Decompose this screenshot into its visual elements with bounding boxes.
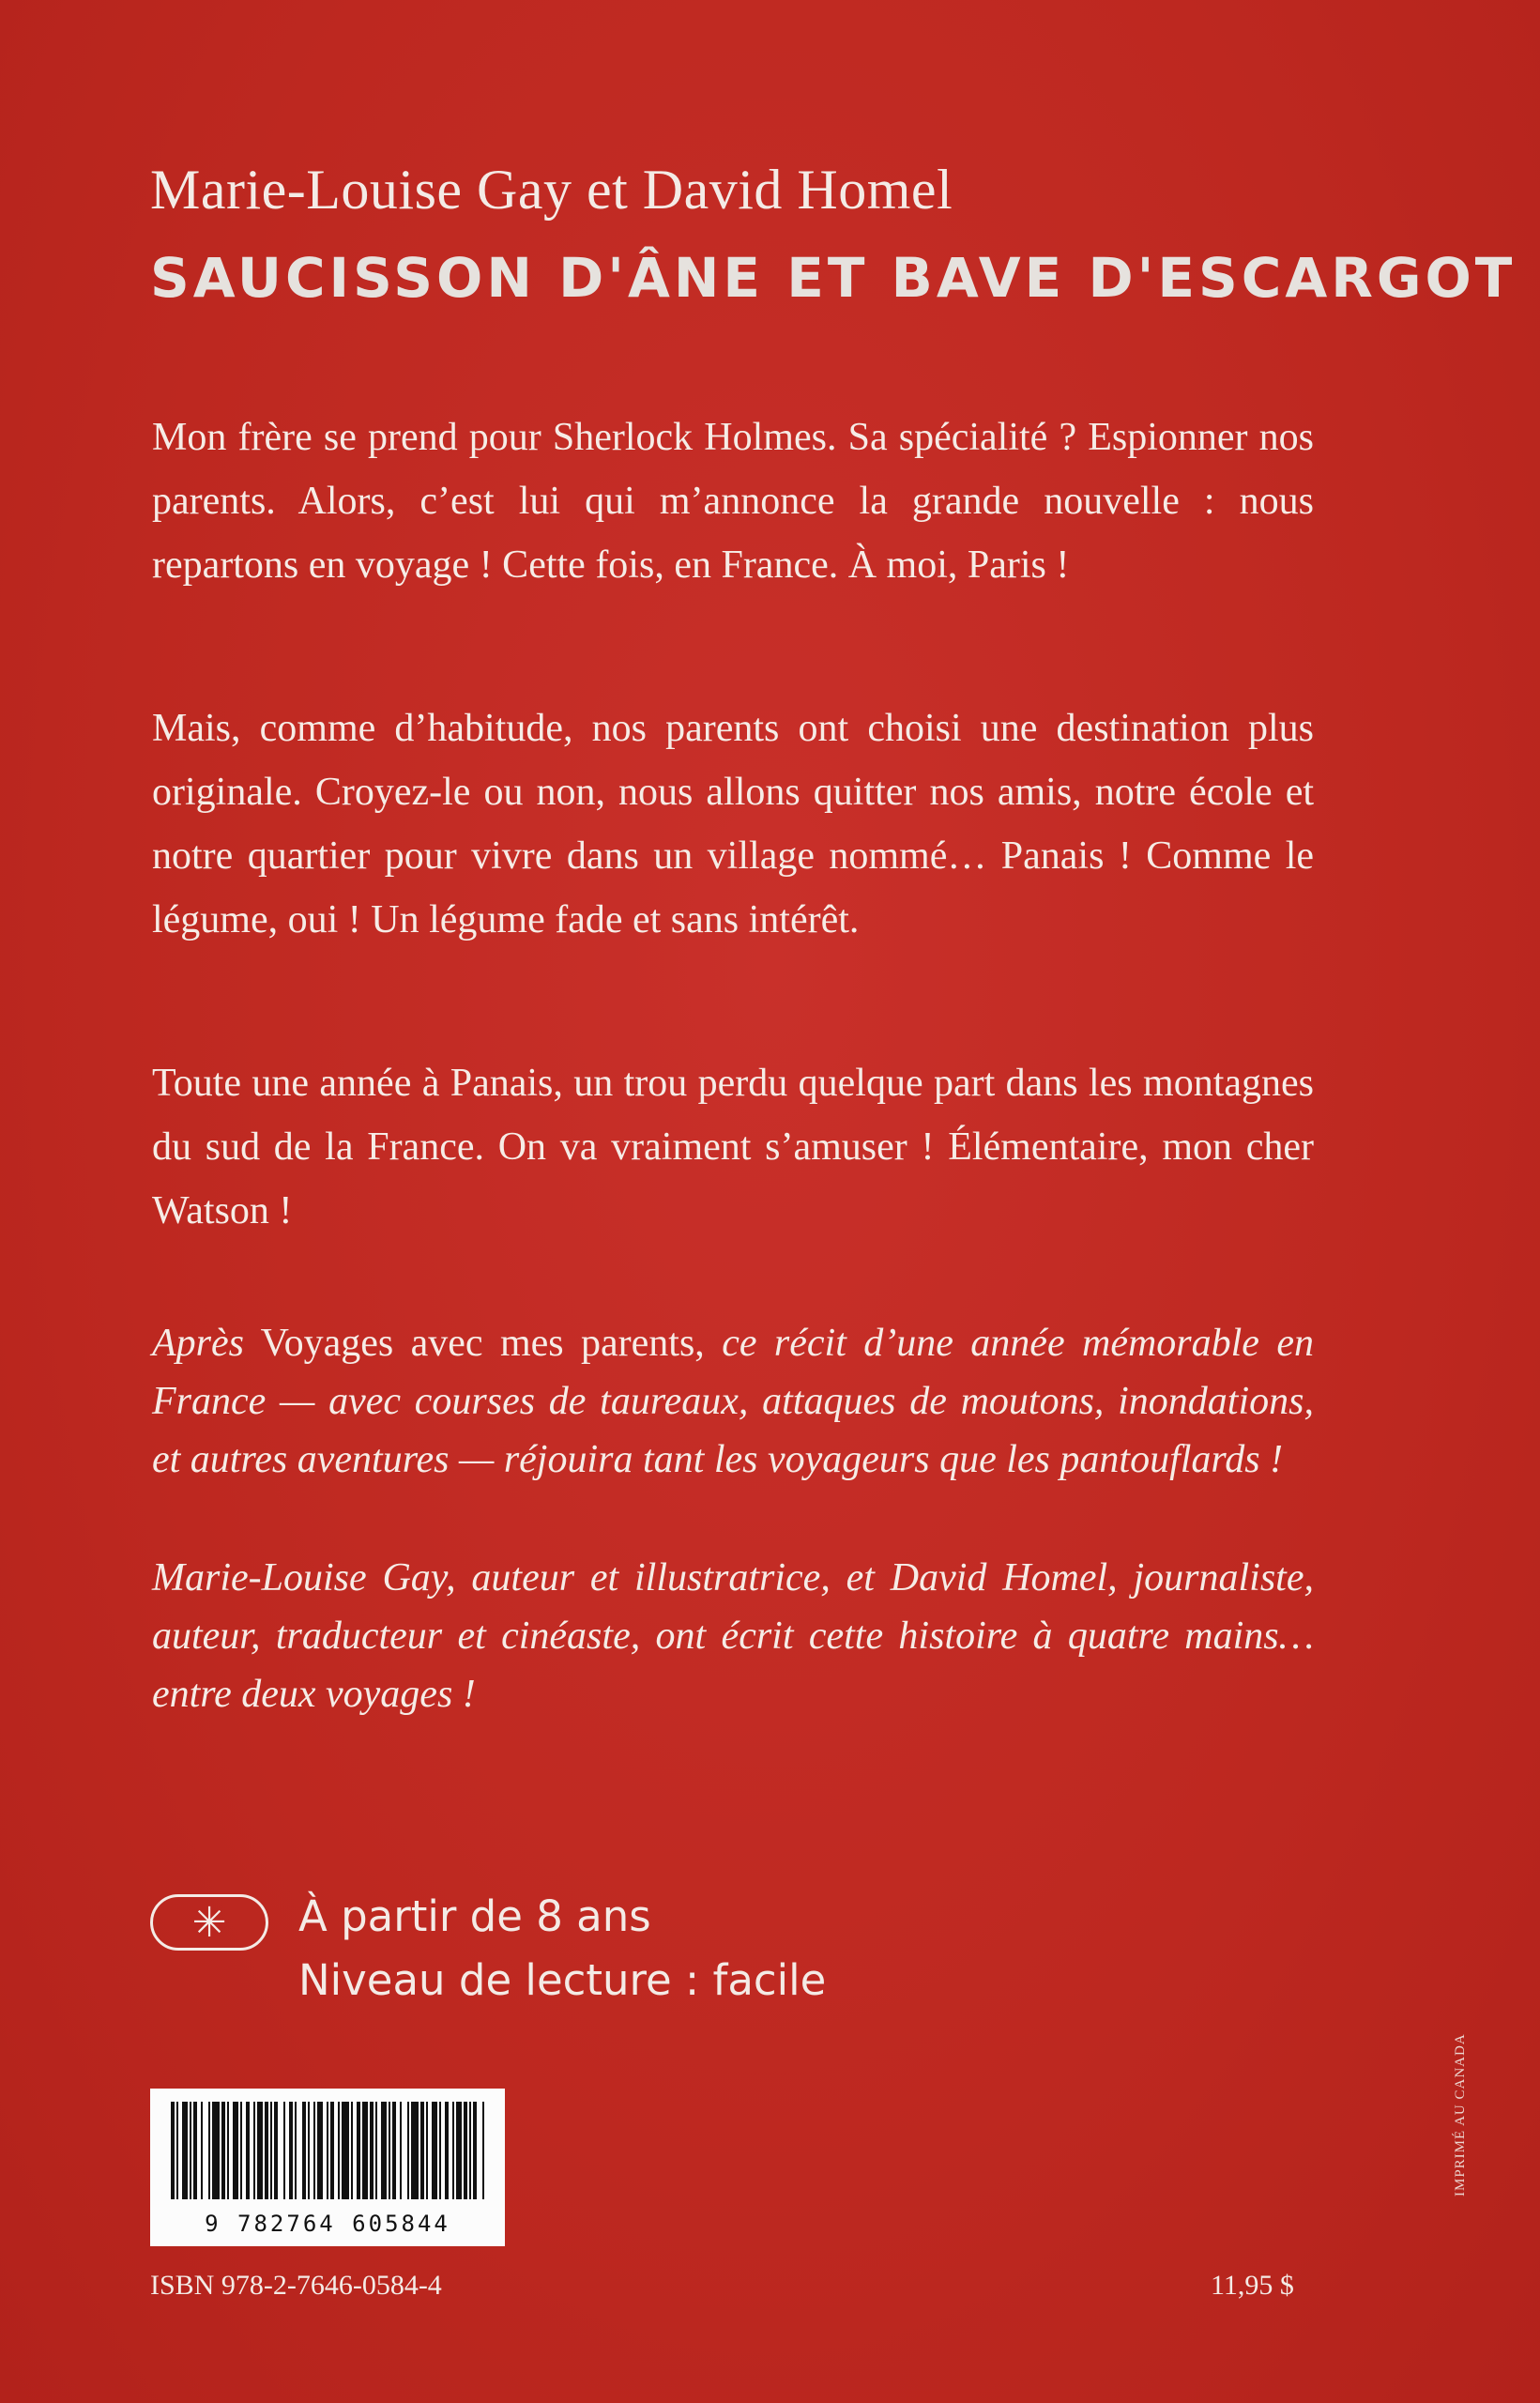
- barcode-digits: 9 782764 605844: [205, 2211, 450, 2237]
- reading-level: Niveau de lecture : facile: [298, 1955, 827, 2005]
- teaser-book-title: Voyages avec mes parents,: [260, 1322, 705, 1365]
- book-title: SAUCISSON D'ÂNE ET BAVE D'ESCARGOT: [150, 246, 1517, 310]
- authors: Marie-Louise Gay et David Homel: [150, 159, 953, 221]
- blurb-paragraph-2: Mais, comme d’habitude, nos parents ont choisi une destination plus originale. Croyez-le ou non, nous allons quitter nos amis, notre école et notre quartier pour vivre dans un village nommé… Panais ! Comme le légume, oui ! Un légume fade et sans intérêt.: [152, 707, 1314, 941]
- barcode-bars-icon: [171, 2102, 484, 2199]
- teaser-paragraph: [152, 1314, 1314, 1489]
- blurb-paragraph-3: Toute une année à Panais, un trou perdu quelque part dans les montagnes du sud de la France. On va vraiment s’amuser ! Élémentaire, mon cher Watson !: [152, 1062, 1314, 1232]
- teaser-rest: ce récit d’une année mémorable en France — avec courses de taureaux, attaques de moutons, inondations, et autres aventures — réjouira tant les voyageurs que les pantouflards !: [152, 1322, 1314, 1481]
- price: 11,95 $: [1211, 2270, 1294, 2301]
- barcode: [150, 2089, 505, 2246]
- age-range: À partir de 8 ans: [298, 1891, 651, 1941]
- about-authors: Marie-Louise Gay, auteur et illustratrice, et David Homel, journaliste, auteur, traducteur et cinéaste, ont écrit cette histoire à quatre mains… entre deux voyages !: [152, 1556, 1314, 1716]
- isbn: ISBN 978-2-7646-0584-4: [150, 2270, 442, 2301]
- asterisk-badge-icon: [150, 1894, 268, 1951]
- blurb-paragraph-1: Mon frère se prend pour Sherlock Holmes. Sa spécialité ? Espionner nos parents. Alors, c’est lui qui m’annonce la grande nouvelle : nous repartons en voyage ! Cette fois, en France. À moi, Paris !: [152, 416, 1314, 587]
- asterisk-icon: ✳: [191, 1898, 227, 1947]
- printed-in-canada: IMPRIMÉ AU CANADA: [1453, 2033, 1468, 2196]
- teaser-prefix: Après: [152, 1322, 244, 1365]
